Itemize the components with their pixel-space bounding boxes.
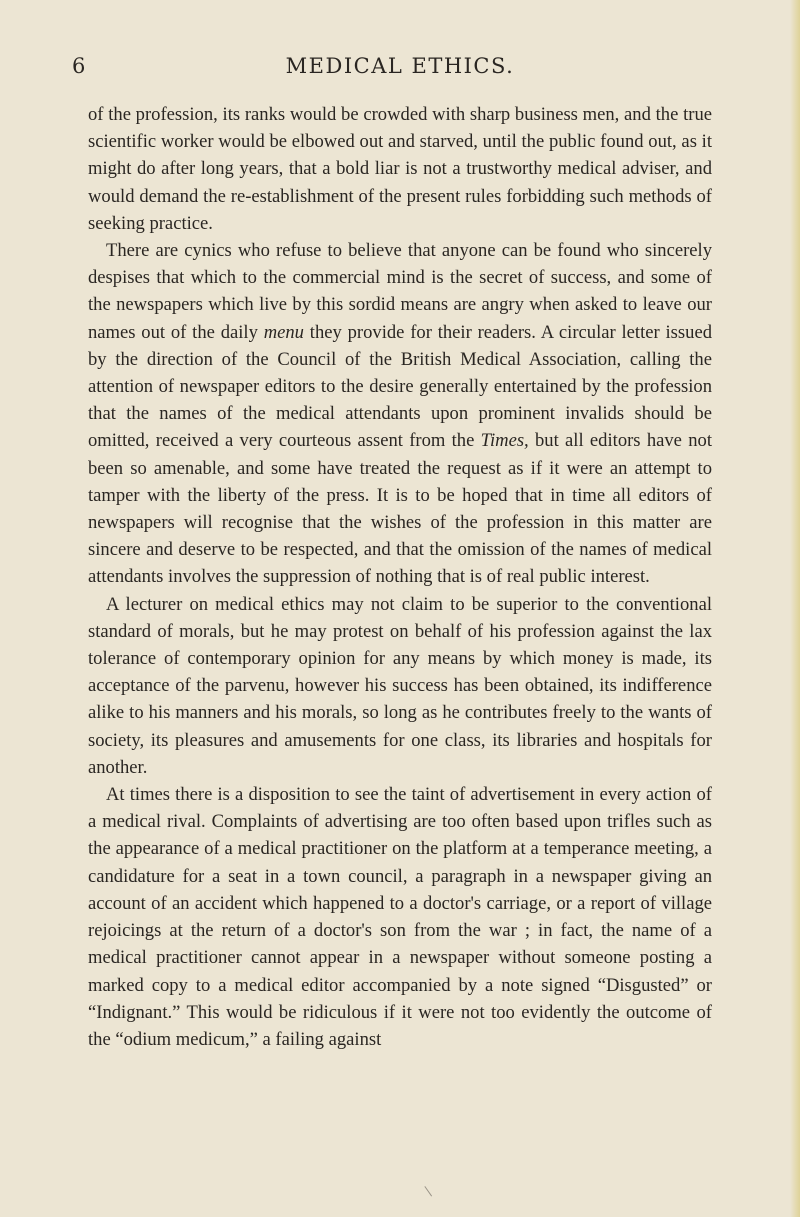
body-text	[88, 101, 712, 1053]
running-title: MEDICAL ETHICS.	[285, 54, 515, 78]
page-number: 6	[72, 54, 86, 78]
paragraph	[88, 101, 712, 237]
paragraph	[88, 781, 712, 1053]
paragraph-text: of the profession, its ranks would be crowded with sharp business men, and the true scientific worker would be elbowed out and starved, until the public found out, as it might do after long years, that a bold liar is not a trustworthy medical adviser, and would demand the re-establishment of the present rules forbidding such methods of seeking practice.	[88, 104, 712, 234]
paragraph-text: At times there is a disposition to see the taint of advertisement in every action of a medical rival. Complaints of advertising are too often based upon trifles such as the appearance of a medical practitioner on the platform at a temperance meeting, a candidature for a seat in a town council, a paragraph in a newspaper giving an account of an accident which happened to a doctor's carriage, or a report of village rejoicings at the return of a doctor's son from the war ; in fact, the name of a medical practitioner cannot appear in a newspaper without someone posting a marked copy to a medical editor accompanied by a note signed “Disgusted” or “Indignant.” This would be ridiculous if it were not too evidently the outcome of the “odium medicum,” a failing against	[88, 784, 712, 1050]
page-header	[72, 52, 728, 80]
print-speck	[424, 1182, 438, 1197]
page-edge	[790, 0, 800, 1217]
paragraph-text: they provide for their readers. A circular letter issued by the direction of the Council of the British Medical Association, calling the attention of newspaper editors to the desire generally entertained by the profession that the names of the medical attendants upon prominent invalids should be omitted, received a very courteous assent from the	[88, 321, 712, 452]
paragraph-text: A lecturer on medical ethics may not claim to be superior to the conventional standard of morals, but he may protest on behalf of his profession against the lax tolerance of contemporary opinion for any means by which money is made, its acceptance of the parvenu, however his success has been obtained, its indifference alike to his manners and his morals, so long as he contributes freely to the wants of society, its pleasures and amusements for one class, its libraries and hospitals for another.	[88, 593, 712, 778]
italic-word: Times,	[480, 430, 529, 452]
paragraph	[88, 591, 712, 781]
paragraph-text: but all editors have not been so amenable, and some have treated the request as if it were an attempt to tamper with the liberty of the press. It is to be hoped that in time all editors of newspapers will recognise that the wishes of the profession in this matter are sincere and deserve to be respected, and that the omission of the names of medical attendants involves the suppression of nothing that is of real public interest.	[88, 430, 712, 588]
paragraph	[88, 237, 712, 591]
paragraph-text: There are cynics who refuse to believe that anyone can be found who sincerely despises that which to the commercial mind is the secret of success, and some of the newspapers which live by this sordid means are angry when asked to leave our names out of the daily	[88, 240, 712, 343]
italic-word: menu	[263, 321, 304, 343]
